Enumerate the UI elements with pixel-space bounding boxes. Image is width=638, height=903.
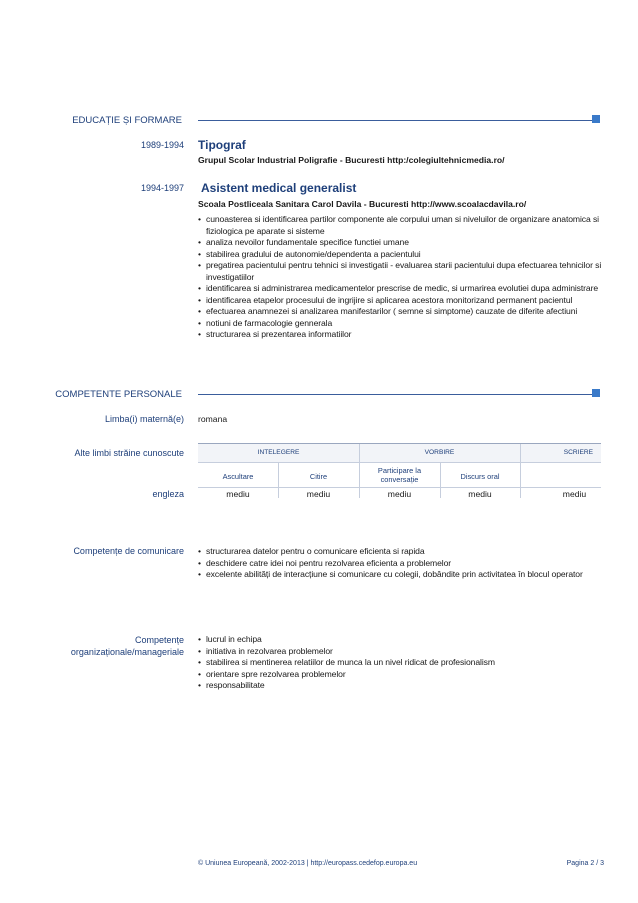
footer-page-number: Pagina 2 / 3 — [566, 860, 604, 867]
list-item: • initiativa in rezolvarea problemelor — [198, 646, 604, 658]
education-title-1: Tipograf — [198, 138, 246, 152]
header-writing: SCRIERE — [563, 449, 593, 456]
level-writing: mediu — [562, 489, 587, 499]
list-item: • stabilirea gradului de autonomie/dependenta a pacientului — [198, 249, 604, 261]
list-item: • identificarea si administrarea medicamentelor prescrise de medic, si urmarirea evolutiei dupa administrare — [198, 283, 604, 295]
subheader-interaction: Participare la conversație — [377, 466, 422, 484]
section-marker-personal — [592, 389, 600, 397]
list-item: • lucrul in echipa — [198, 634, 604, 646]
language-table — [198, 443, 601, 498]
section-title-personal: COMPETENTE PERSONALE — [55, 389, 182, 400]
mother-tongue-value: romana — [198, 414, 228, 424]
mother-tongue-label: Limba(i) maternă(e) — [104, 414, 184, 424]
education-title-2: Asistent medical generalist — [201, 181, 357, 195]
communication-list — [198, 546, 604, 581]
organizational-label — [0, 634, 184, 658]
education-organization-2: Scoala Postliceala Sanitara Carol Davila - Bucuresti http://www.scoalacdavila.ro/ — [198, 199, 527, 209]
list-item: • orientare spre rezolvarea problemelor — [198, 669, 604, 681]
level-reading: mediu — [306, 489, 331, 499]
section-divider-personal — [198, 394, 592, 395]
list-item: • identificarea etapelor procesului de ingrijire si aplicarea acestora monitorizand permanent pacientul — [198, 295, 604, 307]
list-item: • deschidere catre idei noi pentru rezolvarea eficienta a problemelor — [198, 558, 604, 570]
list-item: • responsabilitate — [198, 680, 604, 692]
list-item: • structurarea datelor pentru o comunicare eficienta si rapida — [198, 546, 604, 558]
list-item: • excelente abilități de interacțiune si comunicare cu colegii, dobândite prin activitatea în blocul operator — [198, 569, 604, 581]
language-name: engleza — [152, 489, 184, 499]
level-production: mediu — [468, 489, 492, 499]
education-period-2: 1994-1997 — [140, 183, 184, 193]
education-period-1: 1989-1994 — [140, 140, 184, 150]
list-item: • analiza nevoilor fundamentale specifice functiei umane — [198, 237, 604, 249]
list-item: • notiuni de farmacologie gennerala — [198, 318, 604, 330]
organizational-label-line2: organizaționale/manageriale — [70, 647, 184, 657]
table-border-row — [198, 487, 601, 488]
list-item: • cunoasterea si identificarea partilor componente ale corpului uman si niveluilor de organizare anatomica si fiziologica pe aparate si sisteme — [198, 214, 604, 237]
header-understanding: INTELEGERE — [257, 449, 300, 456]
education-organization-1: Grupul Scolar Industrial Poligrafie - Bucuresti http:/colegiultehnicmedia.ro/ — [198, 155, 505, 165]
education-skills-list — [198, 214, 604, 341]
list-item: • pregatirea pacientului pentru tehnici si investigatii - evaluarea starii pacientului dupa efectuarea tehnicilor si investigatiilor — [198, 260, 604, 283]
communication-label: Competențe de comunicare — [73, 546, 184, 556]
footer-copyright: © Uniunea Europeană, 2002-2013 | http://europass.cedefop.europa.eu — [198, 860, 418, 867]
list-item: • stabilirea si mentinerea relatiilor de munca la un nivel ridicat de profesionalism — [198, 657, 604, 669]
organizational-label-line1: Competențe — [134, 635, 184, 645]
subheader-production: Discurs oral — [460, 472, 500, 481]
other-languages-label: Alte limbi străine cunoscute — [74, 448, 184, 458]
section-title-education: EDUCAȚIE ȘI FORMARE — [72, 115, 182, 126]
subheader-listening: Ascultare — [222, 472, 254, 481]
list-item: • structurarea si prezentarea informatiilor — [198, 329, 604, 341]
section-marker-education — [592, 115, 600, 123]
organizational-list — [198, 634, 604, 692]
header-speaking: VORBIRE — [424, 449, 455, 456]
section-divider-education — [198, 120, 592, 121]
level-listening: mediu — [226, 489, 250, 499]
subheader-reading: Citire — [309, 472, 328, 481]
level-interaction: mediu — [387, 489, 412, 499]
list-item: • efectuarea anamnezei si analizarea manifestarilor ( semne si simptome) cauzate de diferite afectiuni — [198, 306, 604, 318]
